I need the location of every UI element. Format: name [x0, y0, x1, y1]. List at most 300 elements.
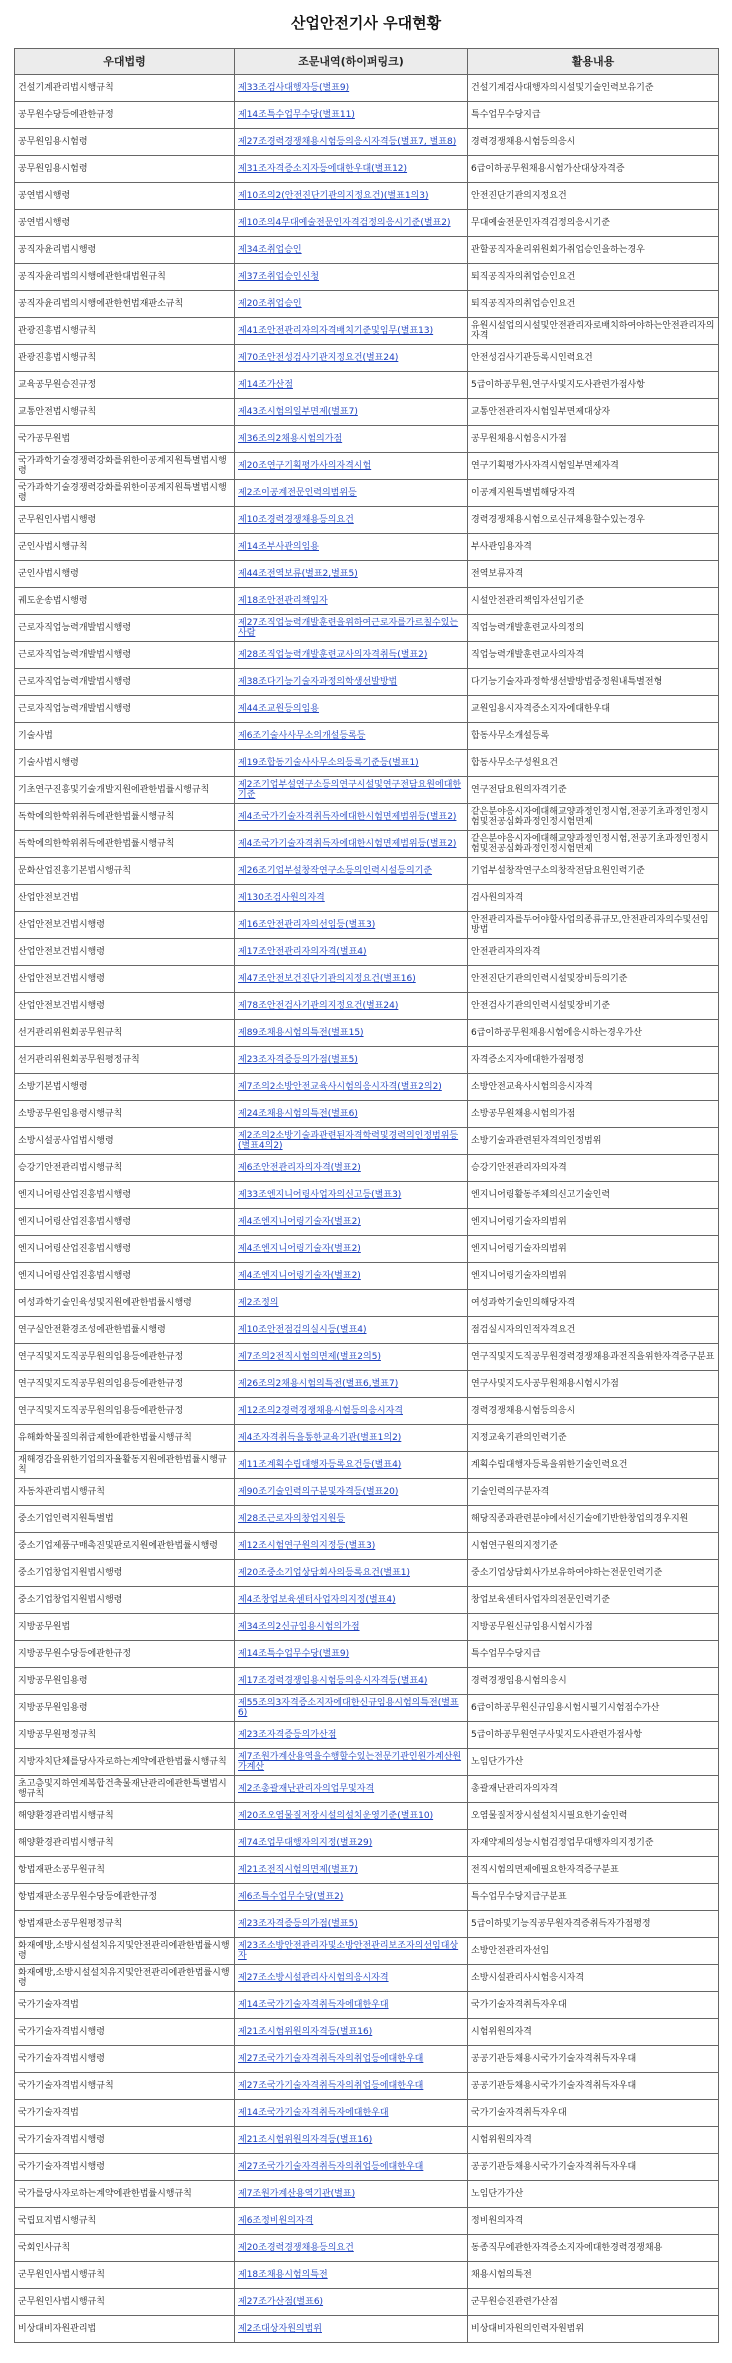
usage-content: 지방공무원신규임용시험시가점 [468, 1614, 719, 1641]
law-name: 건설기계관리법시행규칙 [15, 75, 235, 102]
law-name: 공연법시행령 [15, 210, 235, 237]
article-cell [235, 534, 468, 561]
article-cell [235, 750, 468, 777]
table-row [15, 1668, 719, 1695]
table-row [15, 2208, 719, 2235]
law-name: 중소기업창업지원법시행령 [15, 1587, 235, 1614]
table-row [15, 912, 719, 939]
article-link[interactable]: 제18조채용시험의특전 [238, 2270, 328, 2280]
law-name: 항법재판소공무원수당등에관한규정 [15, 1884, 235, 1911]
article-link[interactable]: 제2조의2소방기술과관련된자격학력및경력의인정범위등(별표4의2) [238, 1131, 459, 1151]
usage-content: 안전성검사기관등록시인력요건 [468, 345, 719, 372]
law-name: 지방공무원수당등에관한규정 [15, 1641, 235, 1668]
table-row [15, 1722, 719, 1749]
usage-content: 무대예술전문인자격검정의응시기준 [468, 210, 719, 237]
article-cell [235, 723, 468, 750]
article-link[interactable]: 제2조총괄재난관리자의업무및자격 [238, 1784, 375, 1794]
law-name: 해양환경관리법시행규칙 [15, 1830, 235, 1857]
article-link[interactable]: 제31조자격증소지자등에대한우대(별표12) [238, 164, 408, 174]
usage-content: 계획수립대행자등록을위한기술인력요건 [468, 1452, 719, 1479]
law-name: 소방기본법시행령 [15, 1074, 235, 1101]
law-name: 국가기술자격법 [15, 1992, 235, 2019]
usage-content: 오염물질저장시설설치시필요한기술인력 [468, 1803, 719, 1830]
usage-content: 부사관임용자격 [468, 534, 719, 561]
law-name: 선거관리위원회공무원평정규칙 [15, 1047, 235, 1074]
table-row [15, 1641, 719, 1668]
article-link[interactable]: 제27조직업능력개발훈련을위하여근로자를가르칠수있는사람 [238, 618, 459, 638]
table-row [15, 1425, 719, 1452]
article-link[interactable]: 제10조경력경쟁채용등의요건 [238, 515, 354, 525]
article-cell [235, 993, 468, 1020]
article-link[interactable]: 제34조취업승인 [238, 245, 302, 255]
law-name: 엔지니어링산업진흥법시행령 [15, 1182, 235, 1209]
usage-content: 특수업무수당지급 [468, 1641, 719, 1668]
preference-table [14, 48, 719, 2343]
usage-content: 국가기술자격취득자우대 [468, 2100, 719, 2127]
usage-content: 소방시설관리사시험응시자격 [468, 1965, 719, 1992]
usage-content: 지정교육기관의인력기준 [468, 1425, 719, 1452]
article-link[interactable]: 제26조기업부설창작연구소등의인력시설등의기준 [238, 866, 433, 876]
usage-content: 점검실시자의인적자격요건 [468, 1317, 719, 1344]
article-link[interactable]: 제27조소방시설관리사시험의응시자격 [238, 1973, 389, 1983]
usage-content: 시설안전관리책임자선임기준 [468, 588, 719, 615]
article-cell [235, 1479, 468, 1506]
article-cell [235, 1857, 468, 1884]
table-row [15, 939, 719, 966]
article-link[interactable]: 제20조경력경쟁채용등의요건 [238, 2243, 354, 2253]
article-link[interactable]: 제4조창업보육센터사업자의지정(별표4) [238, 1595, 396, 1605]
law-name: 국가기술자격법시행령 [15, 2154, 235, 2181]
article-cell [235, 1290, 468, 1317]
law-name: 중소기업창업지원법시행령 [15, 1560, 235, 1587]
article-cell [235, 1317, 468, 1344]
law-name: 국립묘지법시행규칙 [15, 2208, 235, 2235]
usage-content: 전직시험의면제에필요한자격증구분표 [468, 1857, 719, 1884]
usage-content: 소방안전관리자선임 [468, 1938, 719, 1965]
article-link[interactable]: 제44조전역보류(별표2,별표5) [238, 569, 358, 579]
law-name: 관광진흥법시행규칙 [15, 345, 235, 372]
law-name: 지방공무원법 [15, 1614, 235, 1641]
table-row [15, 237, 719, 264]
article-link[interactable]: 제20조연구기획평가사의자격시험 [238, 461, 372, 471]
article-cell [235, 885, 468, 912]
usage-content: 유원시설업의시설및안전관리자로배치하여야하는안전관리자의자격 [468, 318, 719, 345]
law-name: 여성과학기술인육성및지원에관한법률시행령 [15, 1290, 235, 1317]
article-link[interactable]: 제4조엔지니어링기술자(별표2) [238, 1271, 361, 1281]
usage-content: 퇴직공직자의취업승인요건 [468, 291, 719, 318]
law-name: 공무원임용시험령 [15, 156, 235, 183]
article-cell [235, 1128, 468, 1155]
article-link[interactable]: 제23조자격증등의가점(별표5) [238, 1919, 358, 1929]
table-row [15, 885, 719, 912]
article-cell [235, 1965, 468, 1992]
law-name: 국가과학기술경쟁력강화를위한이공계지원특별법시행령 [15, 480, 235, 507]
usage-content: 직업능력개발훈련교사의정의 [468, 615, 719, 642]
usage-content: 같은분야응시자에대해교양과정인정시험,전공기초과정인정시험및전공심화과정인정시험면제 [468, 831, 719, 858]
table-row [15, 2100, 719, 2127]
article-cell [235, 2154, 468, 2181]
article-link[interactable]: 제7조원가계산용역기관(별표) [238, 2189, 356, 2199]
article-link[interactable]: 제4조엔지니어링기술자(별표2) [238, 1217, 361, 1227]
table-row [15, 561, 719, 588]
article-link[interactable]: 제70조안전성검사기관지정요건(별표24) [238, 353, 399, 363]
article-link[interactable]: 제23조소방안전관리자및소방안전관리보조자의선임대상자 [238, 1941, 459, 1961]
usage-content: 엔지니어링기술자의범위 [468, 1263, 719, 1290]
article-cell [235, 183, 468, 210]
article-link[interactable]: 제12조의2경력경쟁채용시험등의응시자격 [238, 1406, 403, 1416]
article-cell [235, 237, 468, 264]
table-row [15, 642, 719, 669]
table-row [15, 1695, 719, 1722]
usage-content: 건설기계검사대행자의시설및기술인력보유기준 [468, 75, 719, 102]
usage-content: 기업부설창작연구소의창작전담요원인력기준 [468, 858, 719, 885]
table-row [15, 1506, 719, 1533]
article-link[interactable]: 제37조취업승인신청 [238, 272, 320, 282]
law-name: 국가공무원법 [15, 426, 235, 453]
usage-content: 경력경쟁채용시험등의응시 [468, 1398, 719, 1425]
article-link[interactable]: 제28조직업능력개발훈련교사의자격취득(별표2) [238, 650, 428, 660]
table-row [15, 291, 719, 318]
usage-content: 중소기업상담회사가보유하여야하는전문인력기준 [468, 1560, 719, 1587]
law-name: 유해화학물질의취급제한에관한법률시행규칙 [15, 1425, 235, 1452]
table-row [15, 1938, 719, 1965]
article-cell [235, 453, 468, 480]
law-name: 지방공무원임용령 [15, 1668, 235, 1695]
usage-content: 자격증소지자에대한가점평정 [468, 1047, 719, 1074]
article-link[interactable]: 제89조채용시험의특전(별표15) [238, 1028, 364, 1038]
article-link[interactable]: 제27조가산점(별표6) [238, 2297, 324, 2307]
article-link[interactable]: 제24조채용시험의특전(별표6) [238, 1109, 358, 1119]
article-cell [235, 102, 468, 129]
usage-content: 안전관리자를두어야할사업의종류규모,안전관리자의수및선임방법 [468, 912, 719, 939]
table-row [15, 966, 719, 993]
article-cell [235, 1209, 468, 1236]
article-link[interactable]: 제27조경력경쟁채용시험등의응시자격등(별표7, 별표8) [238, 137, 457, 147]
article-cell [235, 1776, 468, 1803]
article-link[interactable]: 제7조의2전직시험의면제(별표2의5) [238, 1352, 381, 1362]
article-cell [235, 2046, 468, 2073]
article-link[interactable]: 제17조안전관리자의자격(별표4) [238, 947, 367, 957]
article-link[interactable]: 제10조의4무대예술전문인자격검정의응시기준(별표2) [238, 218, 451, 228]
article-link[interactable]: 제27조국가기술자격취득자의취업등에대한우대 [238, 2054, 424, 2064]
article-link[interactable]: 제44조교원등의임용 [238, 704, 320, 714]
usage-content: 경력경쟁채용시험등의응시 [468, 129, 719, 156]
law-name: 관광진흥법시행규칙 [15, 318, 235, 345]
article-link[interactable]: 제21조시험위원의자격등(별표16) [238, 2027, 373, 2037]
table-row [15, 2316, 719, 2343]
table-row [15, 1020, 719, 1047]
usage-content: 특수업무수당지급 [468, 102, 719, 129]
article-cell [235, 2019, 468, 2046]
usage-content: 시험연구원의지정기준 [468, 1533, 719, 1560]
article-cell [235, 1425, 468, 1452]
law-name: 공직자윤리법의시행에관한대법원규칙 [15, 264, 235, 291]
article-link[interactable]: 제78조안전검사기관의지정요건(별표24) [238, 1001, 399, 1011]
article-cell [235, 1560, 468, 1587]
law-name: 산업안전보건법 [15, 885, 235, 912]
article-cell [235, 1695, 468, 1722]
article-cell [235, 1803, 468, 1830]
usage-content: 소방기술과관련된자격의인정범위 [468, 1128, 719, 1155]
law-name: 독학에의한학위취득에관한법률시행규칙 [15, 804, 235, 831]
article-cell [235, 480, 468, 507]
table-row [15, 1749, 719, 1776]
article-link[interactable]: 제6조안전관리자의자격(별표2) [238, 1163, 361, 1173]
article-cell [235, 2127, 468, 2154]
table-row [15, 345, 719, 372]
article-link[interactable]: 제33조엔지니어링사업자의신고등(별표3) [238, 1190, 402, 1200]
article-link[interactable]: 제18조안전관리책임자 [238, 596, 328, 606]
article-link[interactable]: 제27조국가기술자격취득자의취업등에대한우대 [238, 2162, 424, 2172]
law-name: 기술사법 [15, 723, 235, 750]
table-row [15, 723, 719, 750]
article-cell [235, 858, 468, 885]
law-name: 근로자직업능력개발법시행령 [15, 696, 235, 723]
article-link[interactable]: 제34조의2신규임용시험의가점 [238, 1622, 360, 1632]
law-name: 자동차관리법시행규칙 [15, 1479, 235, 1506]
article-link[interactable]: 제14조가산점 [238, 380, 293, 390]
article-link[interactable]: 제7조의2소방안전교육사시험의응시자격(별표2의2) [238, 1082, 442, 1092]
article-cell [235, 156, 468, 183]
article-link[interactable]: 제33조검사대행자등(별표9) [238, 83, 350, 93]
article-link[interactable]: 제2조정의 [238, 1298, 279, 1308]
article-cell [235, 2289, 468, 2316]
usage-content: 교원임용시자격증소지자에대한우대 [468, 696, 719, 723]
article-link[interactable]: 제74조업무대행자의지정(별표29) [238, 1838, 373, 1848]
table-row [15, 696, 719, 723]
article-link[interactable]: 제26조의2채용시험의특전(별표6,별표7) [238, 1379, 399, 1389]
article-cell [235, 561, 468, 588]
article-cell [235, 291, 468, 318]
table-row [15, 210, 719, 237]
article-link[interactable]: 제14조부사관의임용 [238, 542, 320, 552]
law-name: 문화산업진흥기본법시행규칙 [15, 858, 235, 885]
article-link[interactable]: 제23조자격증등의가점(별표5) [238, 1055, 358, 1065]
article-cell [235, 1182, 468, 1209]
law-name: 국가기술자격법시행령 [15, 2019, 235, 2046]
table-row [15, 1479, 719, 1506]
article-link[interactable]: 제14조국가기술자격취득자에대한우대 [238, 2108, 389, 2118]
usage-content: 엔지니어링기술자의범위 [468, 1236, 719, 1263]
table-row [15, 1776, 719, 1803]
law-name: 공직자윤리법의시행에관한헌법재판소규칙 [15, 291, 235, 318]
article-link[interactable]: 제6조정비원의자격 [238, 2216, 314, 2226]
article-link[interactable]: 제6조특수업무수당(별표2) [238, 1892, 344, 1902]
usage-content: 노임단가가산 [468, 2181, 719, 2208]
law-name: 군무원인사법시행규칙 [15, 2289, 235, 2316]
article-link[interactable]: 제41조안전관리자의자격배치기준및임무(별표13) [238, 326, 434, 336]
law-name: 공연법시행령 [15, 183, 235, 210]
table-row [15, 1911, 719, 1938]
article-cell [235, 1668, 468, 1695]
table-row [15, 1074, 719, 1101]
table-row [15, 2019, 719, 2046]
usage-content: 6급이하공무원채용시험에응시하는경우가산 [468, 1020, 719, 1047]
law-name: 독학에의한학위취득에관한법률시행규칙 [15, 831, 235, 858]
usage-content: 시험위원의자격 [468, 2019, 719, 2046]
usage-content: 여성과학기술인의해당자격 [468, 1290, 719, 1317]
article-cell [235, 804, 468, 831]
table-row [15, 1398, 719, 1425]
table-row [15, 102, 719, 129]
law-name: 기초연구진흥및기술개발지원에관한법률시행규칙 [15, 777, 235, 804]
article-link[interactable]: 제4조엔지니어링기술자(별표2) [238, 1244, 361, 1254]
article-cell [235, 1020, 468, 1047]
law-name: 군무원인사법시행령 [15, 507, 235, 534]
article-link[interactable]: 제19조합동기술사사무소의등록기준등(별표1) [238, 758, 419, 768]
article-link[interactable]: 제43조시험의일부면제(별표7) [238, 407, 358, 417]
article-link[interactable]: 제2조기업부설연구소등의연구시설및연구전담요원에대한기준 [238, 780, 462, 800]
article-link[interactable]: 제130조검사원의자격 [238, 893, 325, 903]
article-link[interactable]: 제21조시험위원의자격등(별표16) [238, 2135, 373, 2145]
table-row [15, 507, 719, 534]
usage-content: 소방안전교육사시험의응시자격 [468, 1074, 719, 1101]
usage-content: 채용시험의특전 [468, 2262, 719, 2289]
law-name: 지방공무원평정규칙 [15, 1722, 235, 1749]
article-cell [235, 777, 468, 804]
usage-content: 안전관리자의자격 [468, 939, 719, 966]
law-name: 공무원수당등에관한규정 [15, 102, 235, 129]
table-row [15, 669, 719, 696]
article-link[interactable]: 제17조경력경쟁임용시험등의응시자격등(별표4) [238, 1676, 428, 1686]
article-cell [235, 2235, 468, 2262]
article-link[interactable]: 제4조국가기술자격취득자에대한시험면제범위등(별표2) [238, 839, 457, 849]
article-link[interactable]: 제12조시험연구원의지정등(별표3) [238, 1541, 376, 1551]
article-cell [235, 1911, 468, 1938]
article-cell [235, 1884, 468, 1911]
article-cell [235, 1371, 468, 1398]
table-row [15, 2046, 719, 2073]
usage-content: 소방공무원채용시험의가점 [468, 1101, 719, 1128]
law-name: 엔지니어링산업진흥법시행령 [15, 1263, 235, 1290]
law-name: 화재예방,소방시설설치유지및안전관리에관한법률시행령 [15, 1965, 235, 1992]
article-link[interactable]: 제10조안전점검의실시등(별표4) [238, 1325, 367, 1335]
article-link[interactable]: 제2조이공계전문인력의범위등 [238, 488, 357, 498]
table-row [15, 1344, 719, 1371]
table-row [15, 534, 719, 561]
table-row [15, 1830, 719, 1857]
article-cell [235, 939, 468, 966]
law-name: 교통안전법시행규칙 [15, 399, 235, 426]
usage-content: 동종직무에관한자격증소지자에대한경력경쟁채용 [468, 2235, 719, 2262]
table-row [15, 777, 719, 804]
law-name: 궤도운송법시행령 [15, 588, 235, 615]
usage-content: 6급이하공무원신규임용시험시필기시험점수가산 [468, 1695, 719, 1722]
article-cell [235, 1047, 468, 1074]
article-cell [235, 1992, 468, 2019]
usage-content: 안전진단기관의지정요건 [468, 183, 719, 210]
table-row [15, 993, 719, 1020]
article-link[interactable]: 제14조국가기술자격취득자에대한우대 [238, 2000, 389, 2010]
usage-content: 전역보류자격 [468, 561, 719, 588]
article-cell [235, 588, 468, 615]
article-link[interactable]: 제21조전직시험의면제(별표7) [238, 1865, 358, 1875]
article-link[interactable]: 제36조의2채용시험의가점 [238, 434, 343, 444]
usage-content: 6급이하공무원채용시험가산대상자격증 [468, 156, 719, 183]
article-link[interactable]: 제47조안전보건진단기관의지정요건(별표16) [238, 974, 416, 984]
article-cell [235, 2208, 468, 2235]
usage-content: 경력경쟁채용시험으로신규채용할수있는경우 [468, 507, 719, 534]
article-cell [235, 264, 468, 291]
article-link[interactable]: 제27조국가기술자격취득자의취업등에대한우대 [238, 2081, 424, 2091]
article-cell [235, 912, 468, 939]
law-name: 소방공무원임용령시행규칙 [15, 1101, 235, 1128]
article-link[interactable]: 제14조특수업무수당(별표9) [238, 1649, 350, 1659]
law-name: 재해경감을위한기업의자율활동지원에관한법률시행규칙 [15, 1452, 235, 1479]
table-row [15, 2262, 719, 2289]
article-cell [235, 615, 468, 642]
usage-content: 특수업무수당지급구분표 [468, 1884, 719, 1911]
law-name: 산업안전보건법시행령 [15, 912, 235, 939]
table-row [15, 1614, 719, 1641]
article-link[interactable]: 제11조계획수립대행자등록요건등(별표4) [238, 1460, 402, 1470]
article-cell [235, 1587, 468, 1614]
usage-content: 안전진단기관의인력시설및장비등의기준 [468, 966, 719, 993]
table-row [15, 156, 719, 183]
table-row [15, 372, 719, 399]
usage-content: 정비원의자격 [468, 2208, 719, 2235]
article-link[interactable]: 제7조원가계산용역을수행할수있는전문기관인원가계산원가계산 [238, 1752, 462, 1772]
article-cell [235, 669, 468, 696]
article-cell [235, 129, 468, 156]
usage-content: 다기능기술자과정학생선발방법중정원내특별전형 [468, 669, 719, 696]
table-row [15, 453, 719, 480]
usage-content: 창업보육센터사업자의전문인력기준 [468, 1587, 719, 1614]
article-link[interactable]: 제4조자격취득을통한교육기관(별표1의2) [238, 1433, 402, 1443]
article-link[interactable]: 제6조기술사사무소의개설등록등 [238, 731, 366, 741]
law-name: 교육공무원승진규정 [15, 372, 235, 399]
article-link[interactable]: 제4조국가기술자격취득자에대한시험면제범위등(별표2) [238, 812, 457, 822]
table-row [15, 399, 719, 426]
article-link[interactable]: 제90조기술인력의구분및자격등(별표20) [238, 1487, 399, 1497]
table-row [15, 1587, 719, 1614]
table-row [15, 129, 719, 156]
article-cell [235, 1722, 468, 1749]
usage-content: 공공기관등채용시국가기술자격취득자우대 [468, 2154, 719, 2181]
article-link[interactable]: 제28조근로자의창업지원등 [238, 1514, 346, 1524]
article-link[interactable]: 제38조다기능기술자과정의학생선발방법 [238, 677, 398, 687]
article-link[interactable]: 제2조대상자원의범위 [238, 2324, 322, 2334]
article-link[interactable]: 제16조안전관리자의선임등(별표3) [238, 920, 376, 930]
article-link[interactable]: 제20조중소기업상담회사의등록요건(별표1) [238, 1568, 410, 1578]
article-link[interactable]: 제14조특수업무수당(별표11) [238, 110, 355, 120]
table-row [15, 1803, 719, 1830]
article-cell [235, 1830, 468, 1857]
usage-content: 5급이하공무원연구사및지도사관련가점사항 [468, 1722, 719, 1749]
table-row [15, 804, 719, 831]
law-name: 국가기술자격법시행령 [15, 2046, 235, 2073]
article-link[interactable]: 제20조오염물질저장시설의설치운영기준(별표10) [238, 1811, 434, 1821]
usage-content: 국가기술자격취득자우대 [468, 1992, 719, 2019]
table-row [15, 2127, 719, 2154]
article-link[interactable]: 제55조의3자격증소지자에대한신규임용시험의특전(별표6) [238, 1698, 459, 1718]
usage-content: 5급이하공무원,연구사및지도사관련가점사항 [468, 372, 719, 399]
article-link[interactable]: 제10조의2(안전진단기관의지정요건)(별표1의3) [238, 191, 429, 201]
law-name: 초고층및지하연계복합건축물재난관리에관한특별법시행규칙 [15, 1776, 235, 1803]
table-row [15, 1560, 719, 1587]
article-link[interactable]: 제20조취업승인 [238, 299, 302, 309]
law-name: 공무원임용시험령 [15, 129, 235, 156]
usage-content: 기술인력의구분자격 [468, 1479, 719, 1506]
law-name: 지방공무원임용령 [15, 1695, 235, 1722]
usage-content: 합동사무소구성원요건 [468, 750, 719, 777]
law-name: 중소기업제품구매촉진및판로지원에관한법률시행령 [15, 1533, 235, 1560]
usage-content: 연구사및지도사공무원채용시험시가점 [468, 1371, 719, 1398]
table-row [15, 1452, 719, 1479]
article-link[interactable]: 제23조자격증등의가산점 [238, 1730, 337, 1740]
table-row [15, 615, 719, 642]
usage-content: 엔지니어링활동주체의신고기술인력 [468, 1182, 719, 1209]
